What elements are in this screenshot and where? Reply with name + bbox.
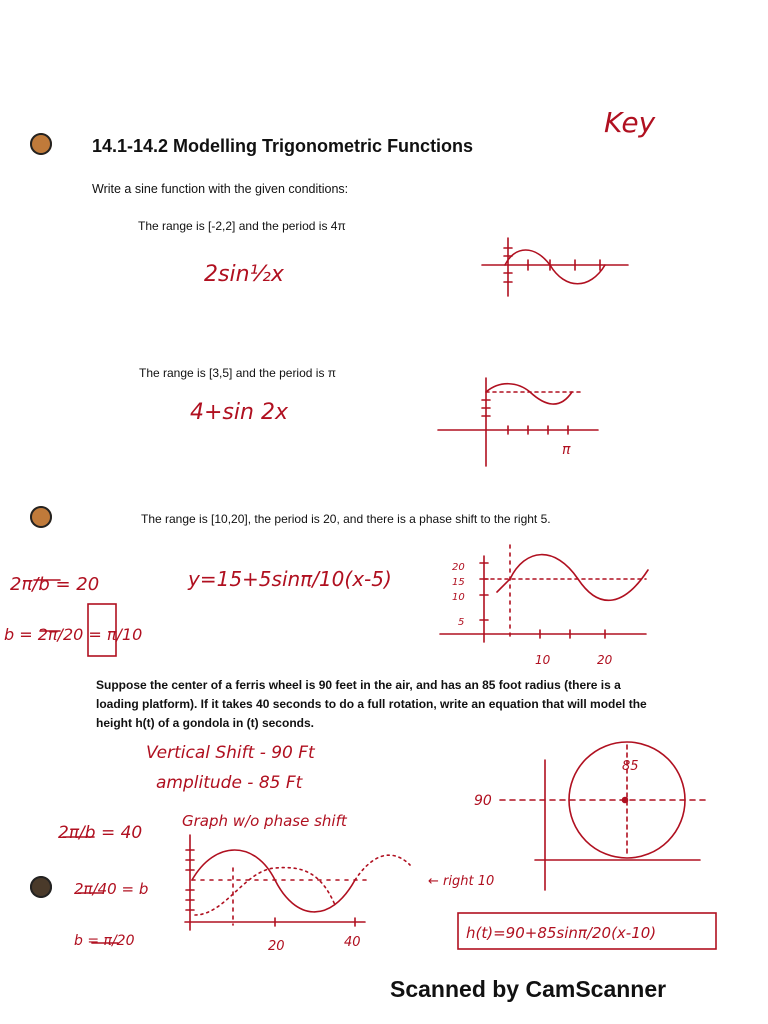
p3-x-20: 20	[597, 653, 613, 667]
answer-3: y=15+5sinπ/10(x-5)	[188, 567, 392, 591]
p2-x-pi: π	[562, 442, 571, 458]
graph-1	[482, 238, 628, 296]
p3-work-1: 2π/b = 20	[10, 574, 100, 595]
ferris-wheel-prompt: Suppose the center of a ferris wheel is 90 feet in the air, and has an 85 foot radius (there is a loading platform). If it takes 40 seconds to do a full rotation, write an equation that will model the height h(t) of a gondola in (t) seconds.	[96, 678, 647, 730]
ferris-work-2: 2π/40 = b	[74, 880, 149, 898]
ferris-graph	[185, 835, 410, 930]
note-vertical-shift: Vertical Shift - 90 Ft	[146, 743, 315, 763]
note-amplitude: amplitude - 85 Ft	[156, 773, 303, 793]
ferris-radius-label: 85	[622, 759, 639, 774]
p3-y-5: 5	[458, 617, 465, 628]
scanner-watermark: Scanned by CamScanner	[390, 976, 667, 1002]
final-answer: h(t)=90+85sinπ/20(x-10)	[466, 924, 657, 942]
note-no-phase-shift: Graph w/o phase shift	[182, 812, 347, 830]
graph-3	[440, 545, 648, 642]
ferris-work-1: 2π/b = 40	[58, 823, 143, 843]
ferris-work-3: b = π/20	[74, 933, 135, 949]
p3-y-10: 10	[452, 592, 465, 603]
ferris-x-20: 20	[268, 939, 285, 954]
answer-1: 2sin½x	[204, 262, 284, 287]
right-shift-note: ← right 10	[428, 874, 495, 889]
problem-3-prompt: The range is [10,20], the period is 20, and there is a phase shift to the right 5.	[141, 512, 551, 526]
p3-work-2: b = 2π/20 = π/10	[4, 625, 143, 644]
ferris-center-label: 90	[474, 793, 492, 809]
p3-y-20: 20	[452, 562, 465, 573]
instructions: Write a sine function with the given conditions:	[92, 182, 349, 196]
p3-y-15: 15	[452, 577, 465, 588]
answer-2: 4+sin 2x	[190, 400, 288, 425]
graph-2	[438, 378, 598, 466]
problem-1-prompt: The range is [-2,2] and the period is 4π	[138, 219, 346, 233]
ferris-x-40: 40	[344, 935, 361, 950]
worksheet-title: 14.1-14.2 Modelling Trigonometric Functions	[92, 136, 474, 156]
key-label: Key	[604, 106, 656, 139]
p3-x-10: 10	[535, 653, 551, 667]
ferris-wheel-diagram	[500, 742, 710, 890]
problem-2-prompt: The range is [3,5] and the period is π	[139, 366, 337, 380]
